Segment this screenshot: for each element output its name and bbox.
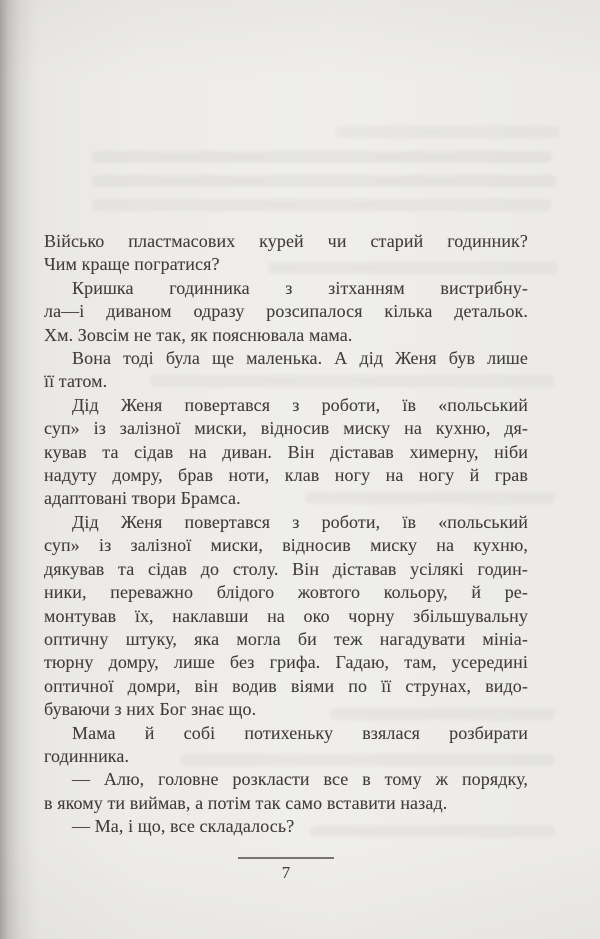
text-line: тюрну домру, лише без грифа. Гадаю, там, усередині — [44, 652, 528, 673]
paragraph — [44, 347, 528, 394]
text-line: її татом. — [44, 371, 108, 392]
paragraph — [44, 722, 528, 769]
paragraph — [44, 230, 528, 277]
text-line: Вона тоді була ще маленька. А дід Женя був лише — [72, 348, 528, 369]
paragraph — [44, 511, 528, 722]
text-line: надуту домру, брав ноти, клав ногу на ногу й грав — [44, 465, 528, 486]
text-line: суп» із залізної миски, відносив миску на кухню, — [44, 535, 528, 556]
paragraph — [44, 394, 528, 511]
footer-divider — [238, 857, 334, 859]
bleedthrough-smudge — [335, 126, 560, 138]
text-line: Дід Женя повертався з роботи, їв «польський — [72, 511, 528, 532]
paragraph — [44, 768, 528, 815]
page-footer — [44, 857, 528, 883]
bleedthrough-smudge — [92, 175, 557, 187]
text-line: кував та сідав на диван. Він діставав химерну, ніби — [44, 441, 528, 462]
bleedthrough-smudge — [92, 199, 552, 211]
text-line: — Алю, головне розкласти все в тому ж порядку, — [72, 769, 528, 790]
text-line: оптичну штуку, яка могла би теж нагадувати мініа- — [44, 628, 528, 649]
text-line: в якому ти виймав, а потім так само вставити назад. — [44, 792, 448, 813]
text-line: дякував та сідав до столу. Він діставав усілякі годин- — [44, 558, 528, 579]
text-line: Кришка годинника з зітханням вистрибну- — [72, 277, 528, 298]
page-number: 7 — [281, 863, 291, 882]
text-line: оптичної домри, він водив віями по її струнах, видо- — [44, 675, 528, 696]
text-block — [44, 230, 528, 839]
bleedthrough-smudge — [92, 151, 552, 163]
page-binding-shadow — [0, 0, 36, 939]
text-line: ники, переважно блідого жовтого кольору, й ре- — [44, 582, 528, 603]
text-line: суп» із залізної миски, відносив миску на кухню, дя- — [44, 418, 528, 439]
text-line: Військо пластмасових курей чи старий годинник? — [44, 231, 528, 251]
text-line: Дід Женя повертався з роботи, їв «польський — [72, 394, 528, 415]
text-line: буваючи з них Бог знає що. — [44, 699, 257, 720]
text-line: — Ма, і що, все складалось? — [72, 816, 295, 837]
text-line: Хм. Зовсім не так, як пояснювала мама. — [44, 324, 353, 345]
text-line: адаптовані твори Брамса. — [44, 488, 241, 509]
paragraph — [44, 815, 528, 838]
paragraph — [44, 277, 528, 347]
text-line: Чим краще погратися? — [44, 254, 220, 275]
text-line: монтував їх, наклавши на око чорну збільшувальну — [44, 605, 528, 626]
text-line: Мама й собі потихеньку взялася розбирати — [72, 722, 528, 743]
text-line: ла—і диваном одразу розсипалося кілька детальок. — [44, 301, 528, 322]
text-line: годинника. — [44, 745, 130, 766]
